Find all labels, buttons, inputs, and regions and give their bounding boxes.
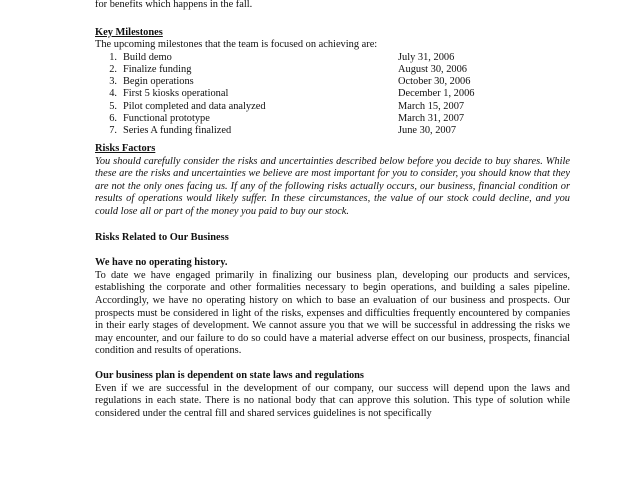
milestone-date: June 30, 2007: [398, 124, 457, 136]
milestone-item: [95, 76, 570, 88]
milestone-date: August 30, 2006: [398, 63, 467, 75]
milestones-intro: The upcoming milestones that the team is focused on achieving are:: [95, 39, 378, 51]
operating-history-title: We have no operating history.: [95, 257, 228, 269]
milestone-date: December 1, 2006: [398, 88, 475, 100]
milestone-item: [95, 88, 570, 100]
milestone-item: [95, 113, 570, 125]
state-laws-title: Our business plan is dependent on state laws and regulations: [95, 370, 364, 381]
milestone-label: Finalize funding: [123, 63, 192, 75]
risk-factors-paragraph: You should carefully consider the risks and uncertainties described below before you decide to buy shares. While these are the risks and uncertainties we believe are most important for you to consider, you should know that they are not the only ones facing us. If any of the following risks actually occurs, our business, financial condition or results of operations would likely suffer. In these circumstances, the value of our stock could decline, and you could lose all or part of the money you paid to buy our stock.: [95, 155, 570, 218]
key-milestones-heading: Key Milestones: [95, 26, 163, 38]
risk-factors-heading: Risks Factors: [95, 143, 156, 155]
state-laws-paragraph: Even if we are successful in the development of our company, our success will depend upon the laws and regulations in each state. There is no national body that can approve this solution. This type of solution while considered under the central fill and shared services guidelines is not specifically: [95, 382, 570, 419]
milestone-number: 4.: [109, 88, 117, 100]
milestone-number: 5.: [109, 100, 117, 112]
document-page: [95, 0, 570, 420]
milestone-number: 3.: [109, 76, 117, 88]
milestones-list: [95, 52, 570, 137]
milestone-label: Begin operations: [123, 76, 194, 88]
milestone-number: 2.: [109, 63, 117, 75]
milestone-item: [95, 52, 570, 64]
business-risks-heading: Risks Related to Our Business: [95, 231, 229, 243]
milestone-label: Build demo: [123, 51, 172, 63]
milestone-item: [95, 125, 570, 137]
milestone-date: October 30, 2006: [398, 76, 471, 88]
milestone-item: [95, 101, 570, 113]
continued-text: for benefits which happens in the fall.: [95, 0, 253, 10]
milestone-number: 6.: [109, 112, 117, 124]
milestone-label: First 5 kiosks operational: [123, 88, 229, 100]
operating-history-paragraph: To date we have engaged primarily in finalizing our business plan, developing our products and services, establishing the corporate and other formalities necessary to begin operations, and building a sales pipeline. Accordingly, we have no operating history on which to base an evaluation of our business and prospects. Our prospects must be considered in light of the risks, expenses and difficulties frequently encountered by companies in their early stages of development. We cannot assure you that we will be successful in addressing the risks we may encounter, and our failure to do so could have a material adverse effect on our business, prospects, financial condition and results of operations.: [95, 269, 570, 357]
milestone-label: Series A funding finalized: [123, 124, 232, 136]
milestone-item: [95, 64, 570, 76]
milestone-date: March 31, 2007: [398, 112, 465, 124]
milestone-date: March 15, 2007: [398, 100, 465, 112]
milestone-number: 7.: [109, 124, 117, 136]
milestone-label: Functional prototype: [123, 112, 210, 124]
milestone-label: Pilot completed and data analyzed: [123, 100, 266, 112]
milestone-date: July 31, 2006: [398, 51, 455, 63]
milestone-number: 1.: [109, 51, 117, 63]
